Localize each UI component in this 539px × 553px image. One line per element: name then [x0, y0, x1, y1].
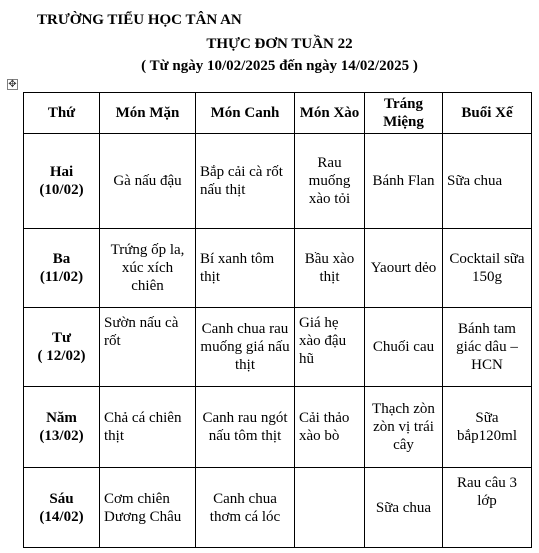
- soup-cell: Bắp cải cà rốt nấu thịt: [196, 134, 295, 229]
- dessert-cell: Chuối cau: [365, 308, 443, 387]
- stir-fry-cell: Bầu xào thịt: [295, 229, 365, 308]
- stir-fry-cell: Rau muống xào tỏi: [295, 134, 365, 229]
- dessert-cell: Yaourt dẻo: [365, 229, 443, 308]
- day-name: Năm: [46, 410, 77, 426]
- date-range: ( Từ ngày 10/02/2025 đến ngày 14/02/2025 ): [141, 58, 418, 74]
- main-dish-cell: Cơm chiên Dương Châu: [100, 468, 196, 548]
- stir-fry-cell: Giá hẹ xào đậu hũ: [295, 308, 365, 387]
- dessert-cell: Sữa chua: [365, 468, 443, 548]
- menu-title: THỰC ĐƠN TUẦN 22: [206, 36, 353, 52]
- main-dish-cell: Trứng ốp la, xúc xích chiên: [100, 229, 196, 308]
- day-cell: [24, 387, 100, 468]
- table-row: [24, 468, 532, 548]
- move-cross-icon[interactable]: ✥: [8, 79, 17, 90]
- table-row: [24, 134, 532, 229]
- day-date: (14/02): [39, 508, 84, 525]
- col-header-main-dish: Món Mặn: [100, 93, 196, 134]
- snack-cell: Rau câu 3 lớp: [443, 468, 532, 548]
- stir-fry-cell: [295, 468, 365, 548]
- day-cell: [24, 308, 100, 387]
- table-row: [24, 308, 532, 387]
- snack-cell: Sữa bắp120ml: [443, 387, 532, 468]
- school-name: TRƯỜNG TIỂU HỌC TÂN AN: [37, 12, 242, 28]
- weekly-menu-table: [23, 92, 532, 548]
- soup-cell: Canh chua rau muống giá nấu thịt: [196, 308, 295, 387]
- table-header-row: [24, 93, 532, 134]
- main-dish-cell: Gà nấu đậu: [100, 134, 196, 229]
- table-row: [24, 387, 532, 468]
- col-header-day: Thứ: [24, 93, 100, 134]
- day-date: (11/02): [39, 269, 84, 285]
- col-header-dessert: Tráng Miệng: [365, 93, 443, 134]
- day-name: Tư: [51, 330, 71, 346]
- dessert-cell: Bánh Flan: [365, 134, 443, 229]
- snack-cell: Cocktail sữa 150g: [443, 229, 532, 308]
- day-cell: [24, 468, 100, 548]
- snack-cell: Bánh tam giác dâu – HCN: [443, 308, 532, 387]
- day-cell: [24, 229, 100, 308]
- soup-cell: Canh rau ngót nấu tôm thịt: [196, 387, 295, 468]
- dessert-cell: Thạch zòn zòn vị trái cây: [365, 387, 443, 468]
- snack-cell: Sữa chua: [443, 134, 532, 229]
- table-row: [24, 229, 532, 308]
- day-date: (10/02): [39, 182, 84, 198]
- col-header-stir-fry: Món Xào: [295, 93, 365, 134]
- main-dish-cell: Chả cá chiên thịt: [100, 387, 196, 468]
- stir-fry-cell: Cải thảo xào bò: [295, 387, 365, 468]
- day-name: Ba: [52, 251, 71, 267]
- day-cell: [24, 134, 100, 229]
- col-header-soup: Món Canh: [196, 93, 295, 134]
- main-dish-cell: Sườn nấu cà rốt: [100, 308, 196, 387]
- soup-cell: Canh chua thơm cá lóc: [196, 468, 295, 548]
- soup-cell: Bí xanh tôm thịt: [196, 229, 295, 308]
- day-name: Sáu: [49, 490, 74, 507]
- day-date: ( 12/02): [37, 348, 86, 364]
- col-header-afternoon-snack: Buổi Xế: [443, 93, 532, 134]
- day-date: (13/02): [39, 428, 84, 444]
- day-name: Hai: [49, 164, 74, 180]
